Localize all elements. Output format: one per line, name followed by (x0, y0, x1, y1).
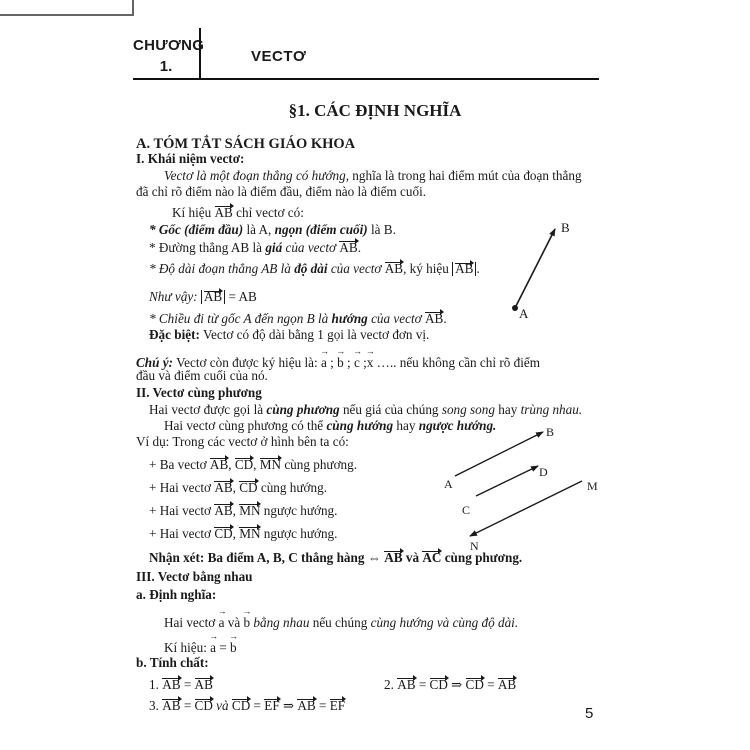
example-3: + Hai vectơ AB, MN ngược hướng. (149, 503, 338, 518)
vector-ab-arrow (515, 229, 555, 308)
section-title: §1. CÁC ĐỊNH NGHĨA (288, 101, 462, 120)
point-a-dot (512, 305, 518, 311)
chapter-number: 1. (159, 58, 173, 75)
thus-line: Như vậy: AB = AB (149, 289, 257, 304)
vector-definition-line1: Vectơ là một đoạn thẳng có hướng, nghĩa là trong hai điểm mút của đoạn thẳng (164, 168, 582, 183)
property-1: 1. AB = AB (149, 677, 213, 692)
note-line1: Chú ý: Vectơ còn được ký hiệu là: → a ; → b ; → c ;→ x ….. nếu không cần chỉ rõ điểm (136, 352, 540, 371)
chapter-word: CHƯƠNG (133, 37, 205, 54)
same-opposite-direction: Hai vectơ cùng phương có thể cùng hướng hay ngược hướng. (164, 418, 497, 433)
figure2-label-a: A (444, 477, 453, 491)
figure2-label-c: C (462, 503, 471, 517)
collinear-definition: Hai vectơ được gọi là cùng phương nếu giá của chúng song song hay trùng nhau. (149, 402, 583, 417)
example-4: + Hai vectơ CD, MN ngược hướng. (149, 526, 338, 541)
support-line: * Đường thẳng AB là giá của vectơ AB. (149, 240, 362, 255)
figure2-label-n: N (470, 539, 479, 553)
example-2: + Hai vectơ AB, CD cùng hướng. (149, 480, 327, 495)
properties-subheading: b. Tính chất: (136, 655, 209, 670)
special-case-line: Đặc biệt: Vectơ có độ dài bằng 1 gọi là vectơ đơn vị. (149, 327, 430, 342)
section-3-heading: III. Vectơ bằng nhau (136, 569, 253, 584)
notation-line: Kí hiệu AB chỉ vectơ có: (172, 205, 304, 220)
figure2-label-d: D (539, 465, 548, 479)
property-3: 3. AB = CD và CD = EF ⇒ AB = EF (149, 698, 346, 713)
part-a-heading: A. TÓM TẮT SÁCH GIÁO KHOA (136, 136, 356, 152)
vector-mn-line (470, 481, 582, 536)
figure2-label-b: B (546, 425, 555, 439)
vector-definition-line2: đã chỉ rõ điểm nào là điểm đầu, điểm nào là điểm cuối. (136, 184, 427, 199)
equal-vectors-definition: Hai vectơ → a và → b bằng nhau nếu chúng cùng hướng và cùng độ dài. (164, 612, 518, 631)
remark-line: Nhận xét: Ba điểm A, B, C thẳng hàng ⇔ AB và AC cùng phương. (149, 550, 523, 565)
chapter-title: VECTƠ (251, 48, 307, 65)
section-1-heading: I. Khái niệm vectơ: (136, 151, 245, 166)
example-intro: Ví dụ: Trong các vectơ ở hình bên ta có: (136, 434, 349, 449)
equal-vectors-notation: Kí hiệu: → a = → b (164, 637, 237, 656)
direction-line: * Chiều đi từ gốc A đến ngọn B là hướng của vectơ AB. (149, 311, 447, 326)
note-line2: đầu và điểm cuối của nó. (136, 368, 268, 383)
definition-subheading: a. Định nghĩa: (136, 587, 217, 602)
figure2-label-m: M (587, 479, 598, 493)
figure1-label-a: A (519, 306, 529, 321)
length-line: * Độ dài đoạn thẳng AB là độ dài của vectơ AB, ký hiệu AB . (149, 261, 480, 276)
vector-cd-line (476, 466, 538, 496)
section-2-heading: II. Vectơ cùng phương (136, 385, 262, 400)
origin-endpoint-line: * Gốc (điểm đầu) là A, ngọn (điểm cuối) là B. (149, 222, 396, 237)
example-1: + Ba vectơ AB, CD, MN cùng phương. (149, 457, 358, 472)
figure1-label-b: B (561, 220, 570, 235)
page-number: 5 (585, 705, 594, 722)
property-2: 2. AB = CD ⇒ CD = AB (384, 677, 517, 692)
